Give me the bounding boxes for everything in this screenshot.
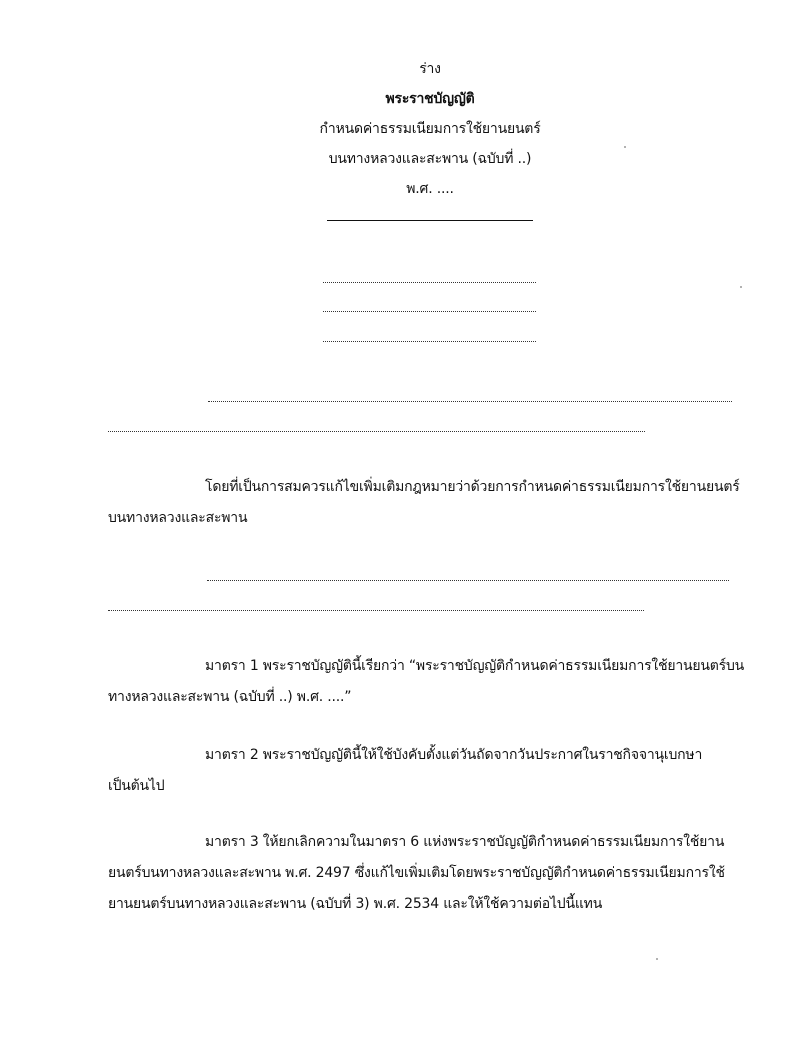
section-3-line-2: ยนตร์บนทางหลวงและสะพาน พ.ศ. 2497 ซึ่งแก้ไขเพิ่มเติมโดยพระราชบัญญัติกำหนดค่าธรรมเนียมการใช้ <box>108 865 725 881</box>
preamble-line-1: โดยที่เป็นการสมควรแก้ไขเพิ่มเติมกฎหมายว่าด้วยการกำหนดค่าธรรมเนียมการใช้ยานยนตร์ <box>205 479 740 495</box>
section-3-line-3: ยานยนตร์บนทางหลวงและสะพาน (ฉบับที่ 3) พ.ศ. 2534 และให้ใช้ความต่อไปนี้แทน <box>108 896 603 912</box>
placeholder-dots-4 <box>208 401 732 402</box>
placeholder-dots-2 <box>323 311 536 312</box>
section-2-line-2: เป็นต้นไป <box>108 778 165 794</box>
section-2-line-1: มาตรา 2 พระราชบัญญัตินี้ให้ใช้บังคับตั้งแต่วันถัดจากวันประกาศในราชกิจจานุเบกษา <box>205 747 703 763</box>
section-1-line-1: มาตรา 1 พระราชบัญญัตินี้เรียกว่า “พระราชบัญญัติกำหนดค่าธรรมเนียมการใช้ยานยนตร์บน <box>205 658 745 674</box>
placeholder-dots-6 <box>207 580 729 581</box>
scan-speck <box>624 146 626 148</box>
act-subject-line-2: บนทางหลวงและสะพาน (ฉบับที่ ..) <box>328 151 532 167</box>
scan-speck <box>740 286 742 288</box>
section-1-line-2: ทางหลวงและสะพาน (ฉบับที่ ..) พ.ศ. ....” <box>108 689 352 705</box>
draft-label: ร่าง <box>419 61 441 77</box>
placeholder-dots-5 <box>108 431 645 432</box>
placeholder-dots-3 <box>323 341 536 342</box>
act-title: พระราชบัญญัติ <box>385 91 475 107</box>
placeholder-dots-1 <box>323 282 536 283</box>
act-subject-line-1: กำหนดค่าธรรมเนียมการใช้ยานยนตร์ <box>319 121 541 137</box>
section-3-line-1: มาตรา 3 ให้ยกเลิกความในมาตรา 6 แห่งพระราชบัญญัติกำหนดค่าธรรมเนียมการใช้ยาน <box>205 834 725 850</box>
placeholder-dots-7 <box>108 610 644 611</box>
title-underline <box>327 220 533 221</box>
preamble-line-2: บนทางหลวงและสะพาน <box>108 510 248 526</box>
scan-speck <box>656 958 658 960</box>
act-era: พ.ศ. .... <box>406 181 454 197</box>
